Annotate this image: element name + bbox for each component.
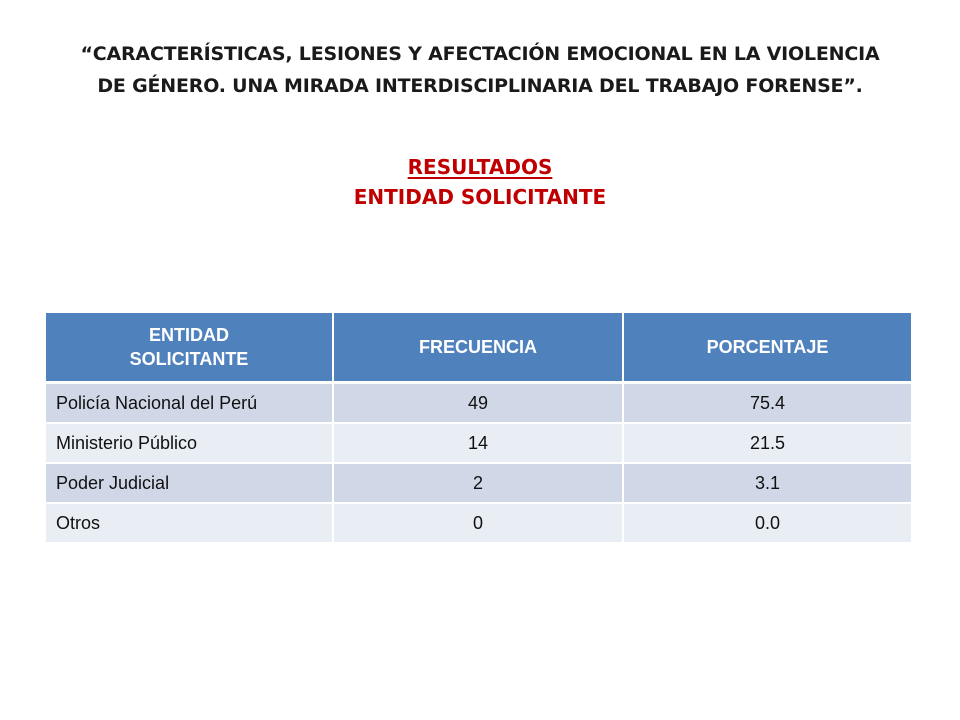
- table-row: [46, 423, 911, 463]
- cell-percentage: 0.0: [623, 503, 911, 543]
- cell-frequency: 49: [333, 383, 623, 424]
- cell-frequency: 2: [333, 463, 623, 503]
- cell-percentage: 75.4: [623, 383, 911, 424]
- slide-title-line-1: “CARACTERÍSTICAS, LESIONES Y AFECTACIÓN EMOCIONAL EN LA VIOLENCIA: [80, 43, 880, 65]
- table-row: [46, 503, 911, 543]
- header-entity: [46, 313, 333, 383]
- cell-percentage: 3.1: [623, 463, 911, 503]
- header-entity-line-1: ENTIDAD: [149, 325, 229, 345]
- header-entity-line-2: SOLICITANTE: [129, 349, 249, 369]
- cell-entity: Poder Judicial: [46, 463, 333, 503]
- cell-entity: Otros: [46, 503, 333, 543]
- header-frequency: FRECUENCIA: [333, 313, 623, 383]
- results-heading: RESULTADOS: [407, 155, 553, 179]
- table-header-row: [46, 313, 911, 383]
- table-row: [46, 383, 911, 424]
- cell-frequency: 14: [333, 423, 623, 463]
- slide-title: [40, 38, 920, 102]
- cell-percentage: 21.5: [623, 423, 911, 463]
- entity-heading: ENTIDAD SOLICITANTE: [353, 185, 607, 209]
- header-percentage: PORCENTAJE: [623, 313, 911, 383]
- cell-entity: Ministerio Público: [46, 423, 333, 463]
- cell-entity: Policía Nacional del Perú: [46, 383, 333, 424]
- table-row: [46, 463, 911, 503]
- slide-title-line-2: DE GÉNERO. UNA MIRADA INTERDISCIPLINARIA DEL TRABAJO FORENSE”.: [97, 75, 863, 97]
- section-subtitle: [0, 152, 960, 212]
- entity-table: [46, 313, 911, 544]
- cell-frequency: 0: [333, 503, 623, 543]
